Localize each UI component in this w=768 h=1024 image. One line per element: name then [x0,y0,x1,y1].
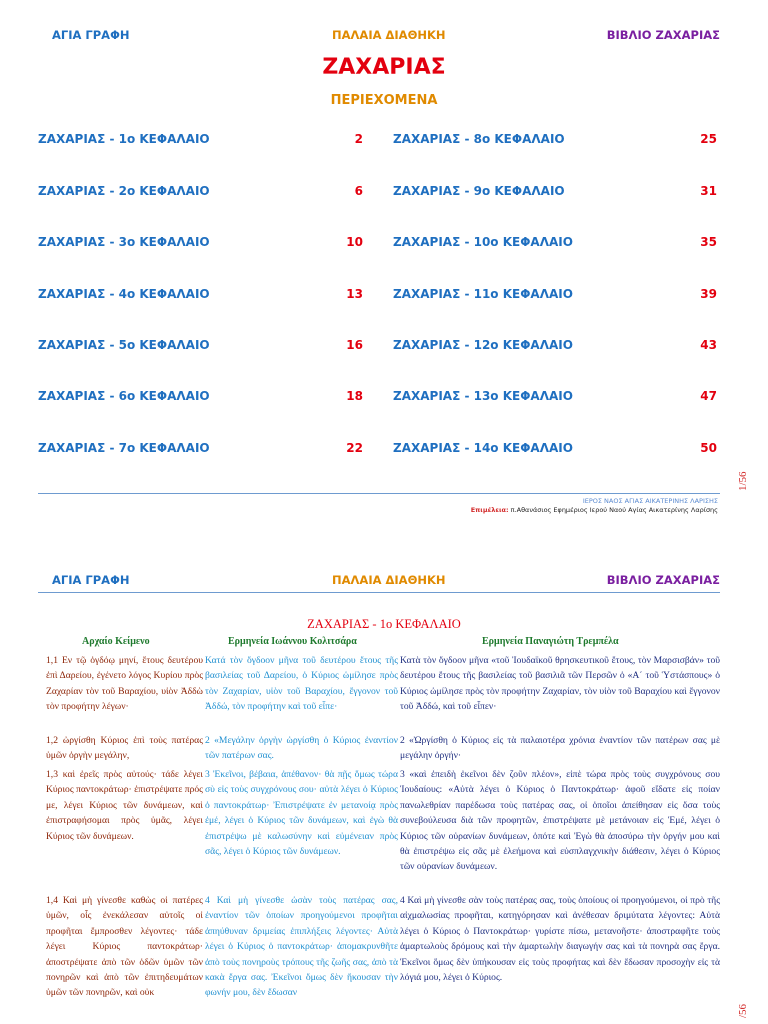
header-testament: ΠΑΛΑΙΑ ΔΙΑΘΗΚΗ [332,28,446,42]
toc-entry[interactable] [38,235,363,253]
column-header-kolitsaras: Ερμηνεία Ιωάννου Κολιτσάρα [228,636,357,647]
toc-entry-label[interactable]: ΖΑΧΑΡΙΑΣ - 14ο ΚΕΦΑΛΑΙΟ [393,441,573,455]
header-testament: ΠΑΛΑΙΑ ΔΙΑΘΗΚΗ [332,573,446,587]
toc-entry-label[interactable]: ΖΑΧΑΡΙΑΣ - 6ο ΚΕΦΑΛΑΙΟ [38,389,210,403]
toc-entry[interactable] [38,132,363,150]
page-number: 1/56 [737,471,749,491]
verse-original: 1,1 Εν τῷ ὀγδόῳ μηνί, ἔτους δευτέρου ἐπὶ Δαρείου, ἐγένετο λόγος Κυρίου πρὸς Ζαχαρίαν τὸν τοῦ Βαραχίου, υἱὸν Ἀδδὼ τὸν προφήτην λέγων· [46,655,203,713]
header-divider [38,592,720,593]
toc-entry[interactable] [38,184,363,202]
toc-entry-page: 35 [700,235,717,249]
contents-heading: ΠΕΡΙΕΧΟΜΕΝΑ [330,93,438,108]
toc-entry-label[interactable]: ΖΑΧΑΡΙΑΣ - 8ο ΚΕΦΑΛΑΙΟ [393,132,565,146]
toc-entry-page: 39 [700,287,717,301]
toc-entry[interactable] [38,389,363,407]
header-book: ΒΙΒΛΙΟ ΖΑΧΑΡΙΑΣ [606,573,720,587]
page-header-1 [0,28,768,48]
verse-original: 1,2 ὠργίσθη Κύριος ἐπὶ τοὺς πατέρας ὑμῶν ὀργὴν μεγάλην, [46,735,203,762]
toc-entry[interactable] [38,287,363,305]
verse-original: 1,3 καὶ ἐρεῖς πρὸς αὐτούς· τάδε λέγει Κύριος παντοκράτωρ· ἐπιστρέψατε πρός με, λέγει Κύριος τῶν δυνάμεων, καὶ ἐπιστραφήσομαι πρὸς ὑμᾶς, λέγει Κύριος τῶν δυνάμεων. [46,769,203,842]
page-number: /56 [737,1003,749,1018]
toc-entry-page: 31 [700,184,717,198]
toc-entry-label[interactable]: ΖΑΧΑΡΙΑΣ - 9ο ΚΕΦΑΛΑΙΟ [393,184,565,198]
toc-entry-label[interactable]: ΖΑΧΑΡΙΑΣ - 2ο ΚΕΦΑΛΑΙΟ [38,184,210,198]
toc-entry-label[interactable]: ΖΑΧΑΡΙΑΣ - 11ο ΚΕΦΑΛΑΙΟ [393,287,573,301]
footer-church: ΙΕΡΟΣ ΝΑΟΣ ΑΓΙΑΣ ΑΙΚΑΤΕΡΙΝΗΣ ΛΑΡΙΣΗΣ [582,497,718,505]
book-title: ΖΑΧΑΡΙΑΣ [322,55,446,80]
footer-editor-name: π.Αθανάσιος Εφημέριος Ιερού Ναού Αγίας Αικατερίνης Λαρίσης [510,506,718,514]
verse-kolitsaras: Κατά τὸν ὄγδοον μῆνα τοῦ δευτέρου ἔτους τῆς βασιλείας τοῦ Δαρείου, ὁ Κύριος ὡμίλησε πρὸς τὸν Ζαχαρίαν, υἱὸν τοῦ Βαραχίου, ἔγγονον τοῦ Ἀδδώ, τὸν προφήτην καὶ τοῦ εἶπε· [205,655,398,713]
header-book: ΒΙΒΛΙΟ ΖΑΧΑΡΙΑΣ [606,28,720,42]
toc-entry-page: 47 [700,389,717,403]
verse-original: 1,4 Καὶ μὴ γίνεσθε καθὼς οἱ πατέρες ὑμῶν, οἷς ἐνεκάλεσαν αὐτοῖς οἱ προφῆται ἔμπροσθεν λέγοντες· τάδε λέγει Κύριος παντοκράτωρ· ἀποστρέψατε ἀπὸ τῶν ὁδῶν ὑμῶν τῶν πονηρῶν καὶ ἀπὸ τῶν ἐπιτηδευμάτων ὑμῶν τῶν πονηρῶν, καὶ οὐκ [46,895,203,999]
verse-trempelas: 3 «καὶ ἐπειδὴ ἐκεῖνοι δὲν ζοῦν πλέον», εἰπὲ τώρα πρὸς τοὺς συγχρόνους σου Ἰουδαίους: «Αὐτὰ λέγει ὁ Κύριος ὁ Παντοκράτωρ· ἀφοῦ εἴδατε εἰς ποίαν πανωλεθρίαν παρέδωσα τοὺς πατέρας σας, οἱ ὁποῖοι ἀπείθησαν εἰς ὅσα τοὺς συνεβούλευσα διὰ τῶν προφητῶν, ἐπιστρέψατε μὲ μετάνοιαν εἰς Ἐμέ, λέγει ὁ Κύριος τῶν οὐρανίων δυνάμεων, ὁπότε καὶ Ἐγὼ θὰ ἀποσύρω τὴν ὀργήν μου καὶ θὰ ἐπιστρέψω εἰς σᾶς μὲ ἐλεήμονα καὶ εὐσπλαγχνικὴν διάθεσιν, λέγει ὁ Κύριος τῶν οὐρανίων δυνάμεων. [400,769,720,873]
toc-entry-page: 16 [346,338,363,352]
toc-entry-label[interactable]: ΖΑΧΑΡΙΑΣ - 1ο ΚΕΦΑΛΑΙΟ [38,132,210,146]
verse-trempelas: Κατὰ τὸν ὄγδοον μῆνα «τοῦ Ἰουδαϊκοῦ θρησκευτικοῦ ἔτους, τὸν Μαρσισβάν» τοῦ δευτέρου ἔτους τῆς βασιλείας τοῦ βασιλιᾶ τῶν Περσῶν ὁ «Α΄ τοῦ Ὑστάσπους» ὁ Κύριος ὡμίλησε πρὸς τὸν προφήτην Ζαχαρίαν, τὸν υἱὸν τοῦ Βαραχίου καὶ ἔγγονον τοῦ Ἀδδώ, καὶ τοῦ εἶπεν· [400,655,720,713]
toc-entry-page: 13 [346,287,363,301]
verse-trempelas: 4 Καὶ μὴ γίνεσθε σὰν τοὺς πατέρας σας, τοὺς ὁποίους οἱ προηγούμενοι, οἱ πρὸ τῆς αἰχμαλωσίας προφῆται, κατηγόρησαν καὶ ἀνέθεσαν δριμύτατα λέγοντες: Αὐτὰ λέγει ὁ Κύριος ὁ Παντοκράτωρ· γυρίστε πίσω, μετανοῆστε· ἀποστραφῆτε τοὺς ἁμαρτωλοὺς δρόμους καὶ τὴν ἁμαρτωλὴν διαγωγήν σας καὶ τὰ πονηρὰ σας ἔργα. Ἐκεῖνοι ὅμως δὲν ὑπήκουσαν εἰς τοὺς προφήτας καὶ δὲν ἔδωσαν προσοχὴν εἰς τὰ λόγιά μου, λέγει ὁ Κύριος. [400,895,720,984]
toc-entry[interactable] [38,441,363,459]
toc-entry-label[interactable]: ΖΑΧΑΡΙΑΣ - 5ο ΚΕΦΑΛΑΙΟ [38,338,210,352]
toc-entry-page: 25 [700,132,717,146]
footer-editor-prefix: Επιμέλεια: [470,506,509,514]
header-scripture: ΑΓΙΑ ΓΡΑΦΗ [52,28,130,42]
toc-entry-page: 6 [354,184,363,198]
toc-entry-label[interactable]: ΖΑΧΑΡΙΑΣ - 13ο ΚΕΦΑΛΑΙΟ [393,389,573,403]
toc-entry-label[interactable]: ΖΑΧΑΡΙΑΣ - 4ο ΚΕΦΑΛΑΙΟ [38,287,210,301]
verse-trempelas: 2 «Ὠργίσθη ὁ Κύριος εἰς τὰ παλαιοτέρα χρόνια ἐναντίον τῶν πατέρων σας μὲ μεγάλην ὀργήν· [400,735,720,762]
toc-entry-label[interactable]: ΖΑΧΑΡΙΑΣ - 10ο ΚΕΦΑΛΑΙΟ [393,235,573,249]
toc-entry[interactable] [393,235,717,253]
verse-kolitsaras: 3 Ἐκεῖνοι, βέβαια, ἀπέθανον· θὰ πῇς ὅμως τώρα σὺ εἰς τοὺς συγχρόνους σου· αὐτὰ λέγει ὁ Κύριος ὁ παντοκράτωρ· Ἐπιστρέψατε ἐν μετανοίᾳ πρὸς ἐμέ, λέγει ὁ Κύριος τῶν δυνάμεων, καὶ ἐγὼ θὰ ἐπιστρέψω μὲ καλωσύνην καὶ εὐμένειαν πρὸς σᾶς, λέγει ὁ Κύριος τῶν δυνάμεων. [205,769,398,858]
toc-entry-page: 10 [346,235,363,249]
column-header-trempelas: Ερμηνεία Παναγιώτη Τρεμπέλα [482,636,619,647]
toc-entry-label[interactable]: ΖΑΧΑΡΙΑΣ - 12ο ΚΕΦΑΛΑΙΟ [393,338,573,352]
toc-entry-page: 18 [346,389,363,403]
toc-entry-page: 22 [346,441,363,455]
toc-entry-page: 2 [354,132,363,146]
toc-entry-page: 50 [700,441,717,455]
page-header-2 [0,573,768,593]
toc-entry[interactable] [393,132,717,150]
footer-editor [471,506,718,514]
verse-kolitsaras: 2 «Μεγάλην ὀργὴν ὠργίσθη ὁ Κύριος ἐναντίον τῶν πατέρων σας. [205,735,398,762]
toc-entry[interactable] [393,338,717,356]
toc-entry[interactable] [393,389,717,407]
toc-entry[interactable] [393,184,717,202]
toc-entry-label[interactable]: ΖΑΧΑΡΙΑΣ - 7ο ΚΕΦΑΛΑΙΟ [38,441,210,455]
toc-entry-label[interactable]: ΖΑΧΑΡΙΑΣ - 3ο ΚΕΦΑΛΑΙΟ [38,235,210,249]
toc-entry[interactable] [38,338,363,356]
chapter-title: ΖΑΧΑΡΙΑΣ - 1ο ΚΕΦΑΛΑΙΟ [307,617,461,631]
verse-kolitsaras: 4 Καὶ μὴ γίνεσθε ὡσὰν τοὺς πατέρας σας, ἐναντίον τῶν ὁποίων προηγούμενοι προφῆται ἀπηύθυναν δριμείας ἐπιπλήξεις λέγοντες· Αὐτὰ λέγει ὁ Κύριος ὁ παντοκράτωρ· ἀπομακρυνθῆτε ἀπὸ τοὺς πονηροὺς τρόπους τῆς ζωῆς σας, ἀπὸ τὰ κακὰ ἔργα σας. Ἐκεῖνοι ὅμως δὲν ἤκουσαν τὴν φωνήν μου, δὲν ἔδωσαν [205,895,398,999]
toc-entry[interactable] [393,287,717,305]
column-header-original: Αρχαίο Κείμενο [82,636,150,647]
footer-divider [38,493,720,494]
header-scripture: ΑΓΙΑ ΓΡΑΦΗ [52,573,130,587]
toc-entry[interactable] [393,441,717,459]
toc-entry-page: 43 [700,338,717,352]
